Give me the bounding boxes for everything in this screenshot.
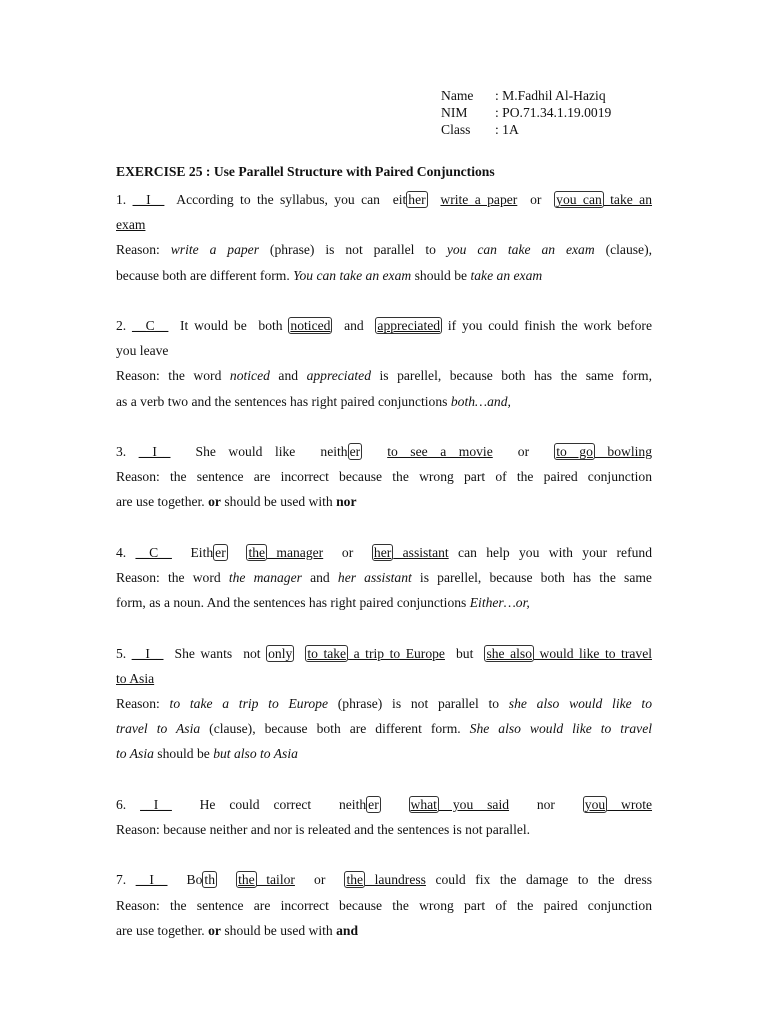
underlined-text: exam: [116, 217, 146, 233]
nim-row: [441, 105, 611, 122]
text-segment: her assistant: [337, 570, 412, 585]
text-segment: Bo: [167, 872, 203, 888]
text-segment: She wants not: [163, 645, 267, 661]
text-line: [116, 389, 652, 414]
text-segment: [428, 192, 441, 207]
text-segment: can help you with your refund: [448, 544, 653, 560]
text-segment: could fix the damage to the dress: [425, 872, 653, 888]
text-segment: if you could finish the work before: [442, 318, 652, 333]
text-segment: Either…or,: [469, 595, 530, 611]
text-segment: Reason: the word: [116, 570, 229, 585]
circled-word: appreciated: [377, 318, 441, 333]
text-segment: should be: [411, 267, 471, 283]
text-segment: you can take an exam: [446, 242, 595, 258]
circled-word: noticed: [290, 318, 331, 333]
text-segment: [217, 872, 236, 887]
text-segment: He could correct neith: [171, 796, 367, 812]
underlined-text: __I__: [135, 872, 168, 888]
text-line: [116, 893, 652, 918]
text-segment: appreciated: [306, 368, 371, 384]
text-segment: 2.: [116, 318, 133, 333]
text-line: [116, 212, 652, 237]
text-segment: 3.: [116, 444, 139, 459]
text-segment: both…and,: [450, 393, 511, 409]
text-segment: Reason: the sentence are incorrect because the wrong part of the paired conjunction: [116, 897, 652, 913]
exercise-item-7: [116, 867, 652, 943]
circled-word: her: [373, 544, 392, 560]
text-segment: or: [517, 192, 555, 207]
text-line: [116, 363, 652, 388]
exercise-title: EXERCISE 25 : Use Parallel Structure with Paired Conjunctions: [116, 164, 495, 179]
circled-word: you can: [556, 192, 602, 207]
underlined-text: you said: [438, 796, 510, 812]
text-line: [116, 237, 652, 262]
text-segment: (phrase) is not parallel to: [328, 696, 509, 711]
text-line: [116, 263, 652, 288]
text-segment: and: [269, 368, 307, 384]
text-segment: should be used with: [220, 922, 337, 938]
text-segment: because both are different form.: [116, 267, 294, 283]
exercise-item-2: [116, 313, 652, 414]
text-line: [116, 691, 652, 716]
text-segment: [362, 444, 387, 459]
exercise-content: [116, 162, 652, 968]
text-segment: [381, 797, 409, 812]
text-segment: noticed: [229, 368, 270, 384]
text-segment: to Asia: [116, 746, 154, 762]
circled-word: the: [238, 872, 255, 888]
text-line: [116, 590, 652, 615]
text-segment: 4.: [116, 544, 136, 560]
underlined-text: tailor: [256, 872, 295, 888]
circled-word: her: [408, 192, 426, 207]
question-line: [116, 641, 652, 666]
text-segment: to take a trip to Europe: [169, 696, 329, 711]
text-line: [116, 741, 652, 766]
text-line: [116, 338, 652, 363]
underlined-text: __I__: [138, 444, 171, 459]
text-segment: (clause),: [594, 242, 652, 258]
underlined-text: manager: [267, 544, 324, 560]
underlined-text: would like to travel: [534, 645, 653, 661]
text-segment: [228, 545, 247, 560]
circled-word: only: [268, 645, 293, 661]
text-segment: You can take an exam: [293, 267, 412, 283]
underlined-text: to Asia: [116, 670, 155, 686]
circled-word: er: [349, 444, 361, 459]
exercise-item-4: [116, 540, 652, 616]
circled-word: the: [248, 544, 266, 560]
text-segment: the manager: [228, 570, 302, 585]
text-segment: but also to Asia: [213, 746, 298, 762]
text-segment: is parellel, because both has the same form,: [371, 368, 652, 384]
text-segment: [294, 646, 305, 661]
text-segment: She also would like to travel: [469, 721, 653, 737]
question-line: [116, 187, 652, 212]
text-line: [116, 464, 652, 489]
text-segment: should be used with: [220, 494, 337, 510]
exercise-item-1: [116, 187, 652, 288]
nim-label: NIM: [441, 104, 468, 120]
text-segment: she also would like to: [508, 696, 652, 711]
circled-word: to go: [556, 444, 593, 459]
underlined-text: take an: [603, 192, 653, 207]
text-segment: 6.: [116, 796, 141, 812]
text-segment: 7.: [116, 872, 136, 888]
underlined-text: __I__: [140, 796, 172, 812]
text-segment: (clause), because both are different form.: [200, 721, 470, 737]
text-segment: and: [332, 318, 376, 333]
student-info: [441, 88, 611, 138]
text-segment: Eith: [171, 544, 214, 560]
question-line: [116, 439, 652, 464]
class-row: [441, 122, 611, 139]
text-segment: Reason: because neither and nor is releated and the sentences is not parallel.: [116, 822, 531, 837]
exercise-item-5: [116, 641, 652, 767]
text-line: [116, 489, 652, 514]
underlined-text: a trip to Europe: [348, 645, 445, 661]
question-line: [116, 540, 652, 565]
name-value: : M.Fadhil Al-Haziq: [495, 88, 606, 103]
text-segment: are use together.: [116, 922, 209, 938]
underlined-text: assistant: [393, 544, 449, 560]
text-segment: It would be both: [168, 318, 289, 333]
underlined-text: wrote: [607, 796, 653, 812]
text-line: [116, 817, 652, 842]
text-segment: or: [323, 544, 372, 560]
text-segment: are use together.: [116, 494, 209, 510]
underlined-text: bowling: [594, 444, 652, 459]
text-segment: Reason: the sentence are incorrect because the wrong part of the paired conjunction: [116, 469, 652, 485]
text-segment: nor: [509, 796, 583, 812]
circled-word: th: [204, 872, 215, 888]
text-segment: According to the syllabus, you can eit: [164, 192, 407, 207]
class-label: Class: [441, 121, 471, 137]
text-segment: and: [301, 570, 338, 585]
circled-word: er: [215, 544, 226, 560]
text-segment: 5.: [116, 645, 132, 661]
underlined-text: laundress: [365, 872, 426, 888]
underlined-text: __C__: [135, 544, 172, 560]
circled-word: the: [346, 872, 364, 888]
text-segment: take an exam: [470, 267, 543, 283]
underlined-text: __I__: [131, 645, 164, 661]
circled-word: what: [410, 796, 437, 812]
class-value: : 1A: [495, 121, 519, 137]
text-segment: Reason:: [116, 696, 170, 711]
text-line: [116, 716, 652, 741]
circled-word: she also: [486, 645, 532, 661]
text-line: [116, 666, 652, 691]
text-segment: (phrase) is not parallel to: [259, 242, 447, 258]
text-segment: travel to Asia: [116, 721, 201, 737]
question-line: [116, 792, 652, 817]
name-label: Name: [441, 88, 474, 103]
circled-word: to take: [307, 645, 347, 661]
circled-word: er: [368, 796, 379, 812]
text-segment: 1.: [116, 192, 133, 207]
exercise-item-3: [116, 439, 652, 515]
text-segment: and: [336, 922, 359, 938]
text-segment: Reason: the word: [116, 368, 230, 384]
text-segment: form, as a noun. And the sentences has right paired conjunctions: [116, 595, 470, 611]
text-segment: She would like neith: [170, 444, 348, 459]
text-segment: write a paper: [170, 242, 260, 258]
text-line: [116, 565, 652, 590]
underlined-text: write a paper: [440, 192, 518, 207]
underlined-text: __C__: [132, 318, 169, 333]
exercise-items: [116, 187, 652, 943]
underlined-text: to see a movie: [387, 444, 493, 459]
text-segment: or: [492, 444, 555, 459]
question-line: [116, 867, 652, 892]
exercise-item-6: [116, 792, 652, 842]
text-segment: is parellel, because both has the same: [411, 570, 652, 585]
text-segment: should be: [153, 746, 214, 762]
text-segment: or: [294, 872, 345, 888]
circled-word: you: [584, 796, 606, 812]
text-segment: but: [444, 645, 485, 661]
text-segment: you leave: [116, 343, 169, 359]
text-line: [116, 918, 652, 943]
nim-value: : PO.71.34.1.19.0019: [495, 104, 612, 120]
text-segment: or: [208, 494, 221, 510]
underlined-text: __I__: [132, 192, 165, 207]
question-line: [116, 313, 652, 338]
text-segment: nor: [336, 494, 357, 510]
text-segment: or: [208, 922, 221, 938]
text-segment: as a verb two and the sentences has right paired conjunctions: [116, 393, 451, 409]
name-row: [441, 88, 611, 105]
text-segment: Reason:: [116, 242, 171, 258]
